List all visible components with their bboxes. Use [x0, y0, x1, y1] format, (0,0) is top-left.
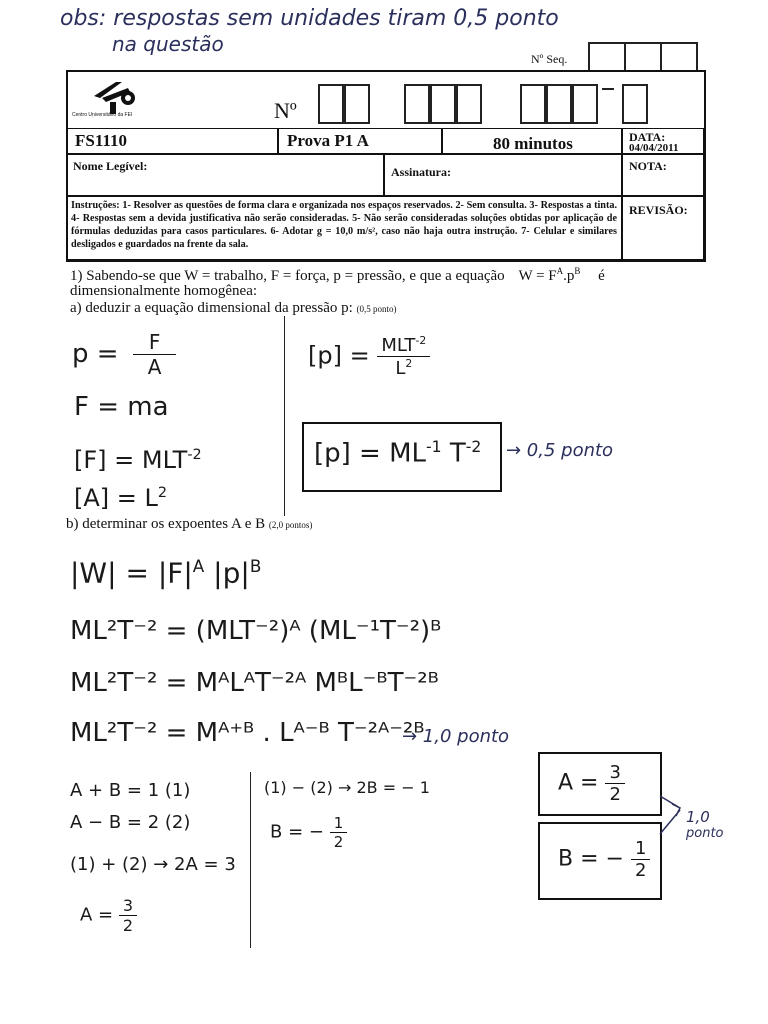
reg-digit-box[interactable]: [546, 84, 572, 124]
date-value: 04/04/2011: [629, 142, 679, 154]
reg-digit-box[interactable]: [430, 84, 456, 124]
exam-name-cell: [278, 128, 442, 154]
part-b-prompt: b) determinar os expoentes A e B (2,0 pontos): [66, 516, 313, 532]
registration-boxes: [318, 72, 704, 128]
reg-digit-box[interactable]: [404, 84, 430, 124]
date-cell: [622, 128, 704, 154]
bracket-arrow-icon: [658, 790, 688, 840]
grade-cell[interactable]: [622, 154, 704, 196]
obs-note-line2: na questão: [112, 32, 224, 56]
dim-p-derivation: [p] = $\frac{MLT^{-2}}{L^2}$: [308, 334, 430, 379]
dim-a: $[A] = L^2$: [74, 484, 168, 512]
dim-f: $[F] = MLT^{-2}$: [74, 446, 202, 474]
expansion-line-1: ML²T⁻² = (MLT⁻²)ᴬ (ML⁻¹T⁻²)ᴮ: [70, 616, 442, 646]
name-label: Nome Legível:: [73, 159, 148, 173]
signature-cell[interactable]: [384, 154, 622, 196]
reg-digit-box[interactable]: [572, 84, 598, 124]
signature-label: Assinatura:: [391, 165, 452, 179]
logo-caption: Centro Universitário da FEI: [72, 112, 133, 118]
exam-name: Prova P1 A: [287, 131, 369, 150]
seq-box-1[interactable]: [588, 42, 626, 72]
seq-label: Nº Seq.: [531, 52, 568, 66]
question-equation: $W = F^A.p^B$: [518, 266, 581, 284]
instructions-cell: [66, 196, 622, 260]
equation-sum: (1) + (2) → 2A = 3: [70, 854, 236, 875]
solution-a: A = $\frac{3}{2}$: [80, 896, 137, 935]
name-cell[interactable]: [66, 154, 384, 196]
f-definition: F = ma: [74, 392, 169, 422]
score-a: → 0,5 ponto: [506, 440, 614, 461]
reg-digit-box[interactable]: [520, 84, 546, 124]
equation-difference: (1) − (2) → 2B = − 1: [264, 778, 430, 797]
date-label: DATA:: [629, 130, 666, 144]
solution-b: B = − $\frac{1}{2}$: [270, 814, 347, 851]
score-b1: → 1,0 ponto: [402, 726, 510, 747]
answer-a: A = $\frac{3}{2}$: [558, 762, 625, 805]
answer-a-box: [538, 752, 662, 816]
revision-label: REVISÃO:: [629, 203, 688, 217]
fei-logo: [88, 78, 138, 116]
result-p-box: [302, 422, 502, 492]
equation-2: A − B = 2 (2): [70, 812, 191, 833]
dash: [602, 88, 614, 90]
answer-b: B = − $\frac{1}{2}$: [558, 838, 650, 881]
duration-cell: [442, 128, 622, 154]
p-definition: p = $\frac{F}{A}$: [72, 330, 176, 379]
equation-1: A + B = 1 (1): [70, 780, 191, 801]
reg-digit-box[interactable]: [456, 84, 482, 124]
answer-b-box: [538, 822, 662, 900]
question-intro-line2: dimensionalmente homogênea:: [70, 283, 258, 299]
course-code-cell: [66, 128, 278, 154]
instructions-text: Instruções: 1- Resolver as questões de forma clara e organizada nos espaços reservados. 2- Sem consulta. 3- Respostas a tinta. 4- Respostas sem a devida justificativa não serão consideradas. 5- Não serão consideradas soluções obtidas por aplicação de fórmulas deduzidas para casos particulares. 6- Adotar g = 10,0 m/s², caso não haja outra instrução. 7- Celular e similares desligados e guardados na frente da sala.: [71, 200, 617, 250]
seq-box-3[interactable]: [660, 42, 698, 72]
exam-header: [66, 70, 706, 262]
course-code: FS1110: [75, 131, 127, 150]
obs-note-line1: obs: respostas sem unidades tiram 0,5 ponto: [60, 6, 559, 31]
duration: 80 minutos: [493, 134, 573, 153]
result-p: $[p] = ML^{-1}$ $T^{-2}$: [314, 438, 482, 469]
expansion-line-3: ML²T⁻² = Mᴬ⁺ᴮ . Lᴬ⁻ᴮ T⁻²ᴬ⁻²ᴮ: [70, 718, 425, 748]
w-dimension-line: $|W| = |F|^A$ $|p|^B$: [70, 556, 262, 590]
seq-box-2[interactable]: [624, 42, 662, 72]
part-a-prompt: a) deduzir a equação dimensional da pressão p: (0,5 ponto): [70, 300, 397, 316]
expansion-line-2: ML²T⁻² = MᴬLᴬT⁻²ᴬ MᴮL⁻ᴮT⁻²ᴮ: [70, 668, 439, 698]
divider-b: [250, 772, 251, 948]
reg-digit-box[interactable]: [318, 84, 344, 124]
score-b2: 1,0 ponto: [686, 808, 724, 841]
numero-label: Nº: [274, 98, 297, 123]
divider-a: [284, 316, 285, 516]
grade-label: NOTA:: [629, 159, 667, 173]
question-intro-tail: é: [598, 268, 605, 284]
revision-cell: [622, 196, 704, 260]
reg-digit-box[interactable]: [622, 84, 648, 124]
reg-digit-box[interactable]: [344, 84, 370, 124]
question-intro-text: 1) Sabendo-se que W = trabalho, F = força, p = pressão, e que a equação: [70, 268, 505, 284]
